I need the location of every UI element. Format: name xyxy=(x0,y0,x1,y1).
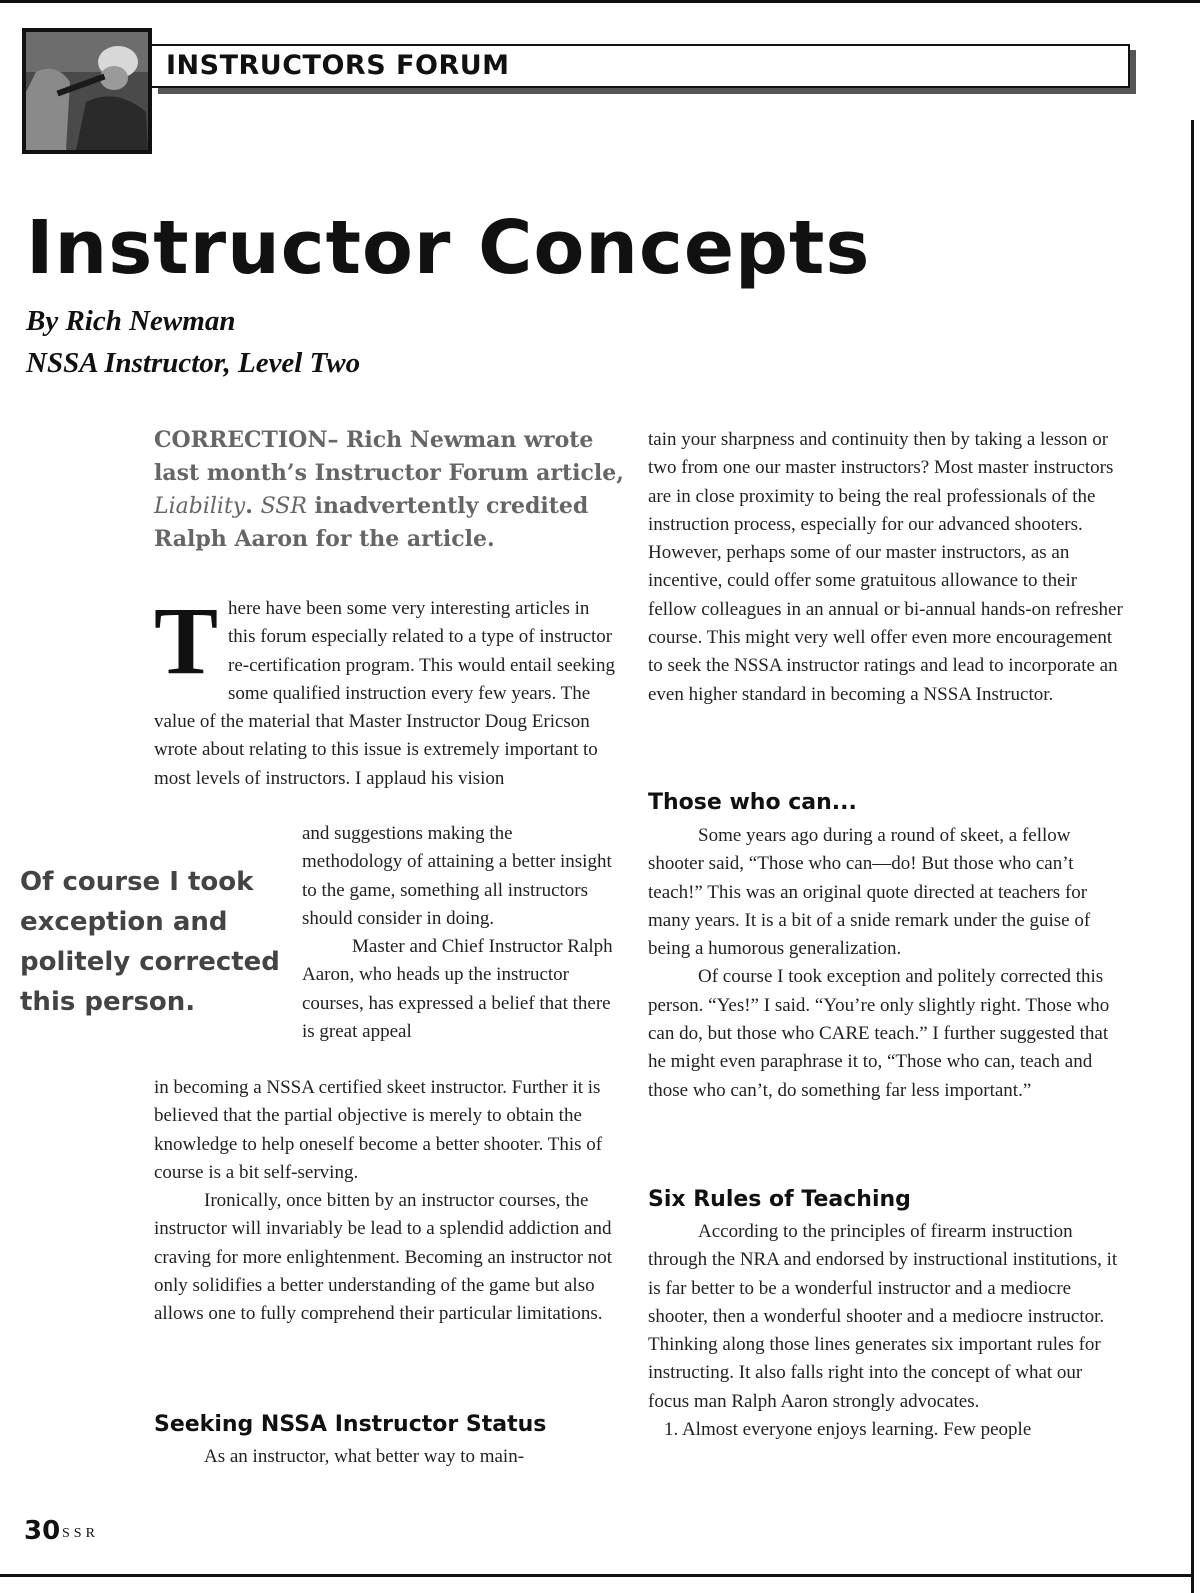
correction-note xyxy=(154,424,624,556)
body-seeking xyxy=(154,1443,616,1471)
drop-cap: T xyxy=(154,587,219,694)
paragraph-aaron: Master and Chief Instructor Ralph Aaron, who heads up the instructor courses, has expressed a belief that there is great appeal xyxy=(302,936,613,1043)
body-left-lower xyxy=(154,1074,616,1329)
article-title: Instructor Concepts xyxy=(26,205,871,291)
byline xyxy=(26,300,360,384)
header-photo xyxy=(22,28,152,154)
body-narrow-column xyxy=(302,820,616,1046)
paragraph-seeking: As an instructor, what better way to main- xyxy=(204,1446,525,1467)
correction-text-1: CORRECTION– Rich Newman wrote last month’s Instructor Forum article, xyxy=(154,427,624,486)
paragraph-intro: here have been some very interesting articles in this forum especially related to a type of instructor re-certification program. This would entail seeking some qualified instruction every few years. The value of the material that Master Instructor Doug Ericson wrote about relating to this issue is extremely important to most levels of instructors. I applaud his vision xyxy=(154,598,615,789)
body-right-top xyxy=(648,426,1128,709)
correction-publication: SSR xyxy=(260,494,307,519)
subhead-seeking-status: Seeking NSSA Instructor Status xyxy=(154,1412,547,1437)
pull-quote: Of course I took exception and politely corrected this person. xyxy=(20,867,280,1017)
section-header-bar xyxy=(152,44,1130,88)
subhead-six-rules: Six Rules of Teaching xyxy=(648,1187,911,1212)
paragraph-six-rules: According to the principles of firearm instruction through the NRA and endorsed by instructional institutions, it is far better to be a wonderful instructor and a mediocre shooter, then a wonderful shooter and a mediocre instructor. Thinking along those lines generates six important rules for instructing. It also falls right into the concept of what our focus man Ralph Aaron strongly advocates. xyxy=(648,1221,1118,1412)
paragraph-aaron-continued: in becoming a NSSA certified skeet instructor. Further it is believed that the partial objective is merely to obtain the knowledge to help oneself become a better shooter. This of course is a bit self-serving. xyxy=(154,1077,603,1183)
body-right-bottom xyxy=(648,1218,1128,1444)
paragraph-seeking-continued: tain your sharpness and continuity then by taking a lesson or two from one our master instructors? Most master instructors are in close proximity to being the real professionals of the instruction process, especially for our advanced shooters. However, perhaps some of our master instructors, as an incentive, could offer some gratuitous allowance to their fellow colleagues in an annual or bi-annual hands-on refresher course. This might very well offer even more encouragement to seek the NSSA instructor ratings and lead to incorporate an even higher standard in becoming a NSSA Instructor. xyxy=(648,429,1123,705)
paragraph-intro-continued: and suggestions making the methodology of attaining a better insight to the game, something all instructors should consider in doing. xyxy=(302,823,612,929)
paragraph-exception: Of course I took exception and politely corrected this person. “Yes!” I said. “You’re only slightly right. Those who can do, but those who CARE teach.” I further suggested that he might even paraphrase it to, “Those who can, teach and those who can’t, do something far less important.” xyxy=(648,966,1110,1101)
section-label: INSTRUCTORS FORUM xyxy=(166,50,510,81)
rule-one: 1. Almost everyone enjoys learning. Few people xyxy=(664,1419,1032,1441)
body-intro xyxy=(154,587,616,793)
subhead-those-who-can: Those who can... xyxy=(648,790,857,815)
correction-text-3: inadvertently credited Ralph Aaron for the article. xyxy=(154,493,589,552)
correction-text-2: . xyxy=(245,493,261,519)
page-number: 30 xyxy=(24,1516,61,1546)
author-name: By Rich Newman xyxy=(26,305,236,337)
body-right-middle xyxy=(648,822,1128,1105)
correction-article-title: Liability xyxy=(154,494,246,519)
page-edge-right xyxy=(1191,120,1194,1593)
author-credential: NSSA Instructor, Level Two xyxy=(26,347,361,379)
page-edge-bottom xyxy=(0,1574,1194,1577)
publication-name: SSR xyxy=(62,1526,99,1541)
paragraph-ironically: Ironically, once bitten by an instructor courses, the instructor will invariably be lead to a splendid addiction and craving for more enlightenment. Becoming an instructor not only solidifies a better understanding of the game but also allows one to fully comprehend their particular limitations. xyxy=(154,1190,612,1325)
top-rule xyxy=(0,0,1200,3)
paragraph-those-who-can: Some years ago during a round of skeet, a fellow shooter said, “Those who can—do! But those who can’t teach!” This was an original quote directed at teachers for many years. It is a bit of a snide remark under the guise of being a humorous generalization. xyxy=(648,825,1091,960)
